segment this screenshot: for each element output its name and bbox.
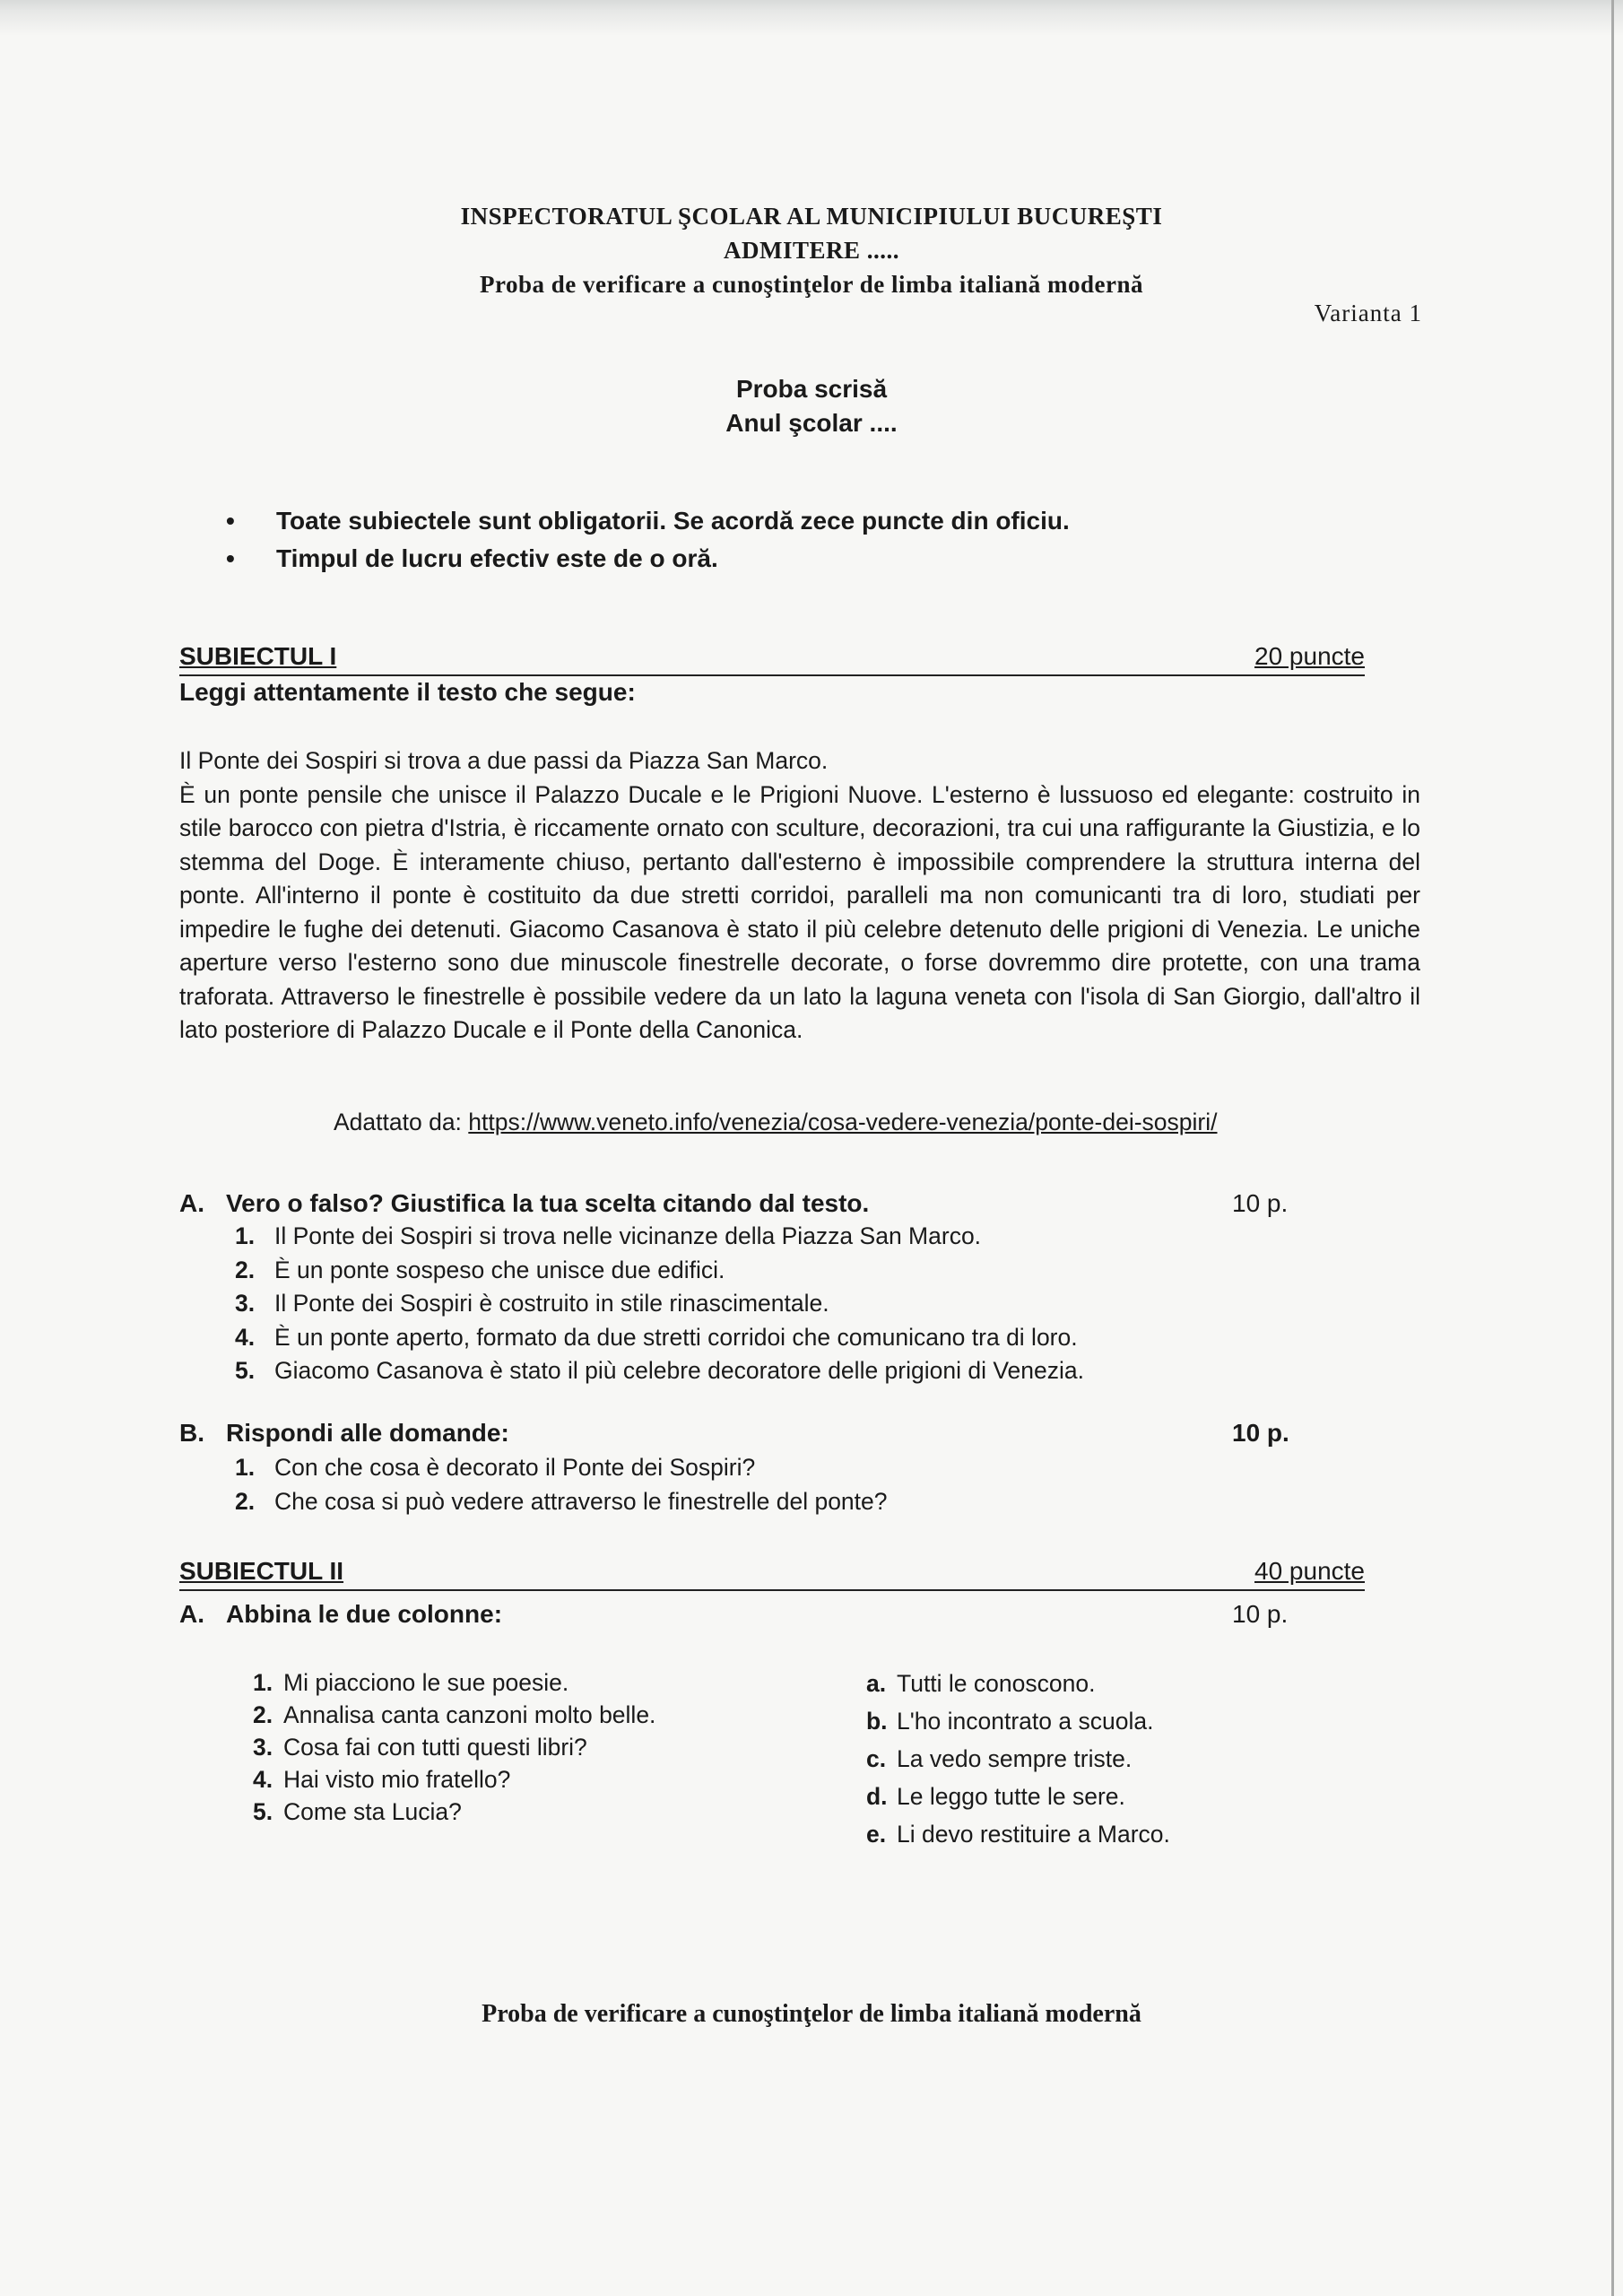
- rule-item: • Toate subiectele sunt obligatorii. Se acordă zece puncte din oficiu.: [226, 502, 1070, 540]
- list-item: 3. Il Ponte dei Sospiri è costruito in stile rinascimentale.: [235, 1290, 829, 1317]
- list-item: d. Le leggo tutte le sere.: [866, 1783, 1125, 1810]
- scan-edge-right: [1611, 0, 1614, 2296]
- exam-type: Proba scrisă: [735, 375, 888, 403]
- exercise-2a-heading: A. Abbina le due colonne:: [179, 1600, 503, 1628]
- exercise-1b-heading: B. Rispondi alle domande:: [179, 1419, 509, 1447]
- exercise-1a-points: 10 p.: [1232, 1189, 1289, 1217]
- list-item: 3. Cosa fai con tutti questi libri?: [253, 1734, 587, 1761]
- passage-paragraph: È un ponte pensile che unisce il Palazzo Ducale e le Prigioni Nuove. L'esterno è lussuoso ed elegante: costruito in stile barocco con pietra d'Istria, è riccamente ornato con sculture, decorazioni, tra cui una raffigurante la Giustizia, e lo stemma del Doge. È interamente chiuso, pertanto dall'esterno è impossibile comprendere la struttura interna del ponte. All'interno il ponte è costituito da due stretti corridoi, paralleli ma non comunicanti tra di loro, studiati per impedire le fughe dei detenuti. Giacomo Casanova è stato il più celebre detenuto delle prigioni di Venezia. Le uniche aperture verso l'esterno sono due minuscole finestrelle decorate, o forse dovremmo dire protette, con una trama traforata. Attraverso le finestrelle è possibile vedere da un lato la laguna veneta con l'isola di San Giorgio, dall'altro il lato posteriore di Palazzo Ducale e il Ponte della Canonica.: [179, 780, 1420, 1043]
- passage-paragraph: Il Ponte dei Sospiri si trova a due passi da Piazza San Marco.: [179, 747, 829, 774]
- subject-2-points: 40 puncte: [1254, 1557, 1365, 1585]
- list-item: a. Tutti le conoscono.: [866, 1670, 1096, 1697]
- subject-2-header: [179, 1557, 1365, 1591]
- source-link[interactable]: https://www.veneto.info/venezia/cosa-vedere-venezia/ponte-dei-sospiri/: [468, 1109, 1218, 1135]
- rules-list: [226, 502, 1070, 578]
- list-item: c. La vedo sempre triste.: [866, 1745, 1133, 1772]
- exercise-1a-heading: A. Vero o falso? Giustifica la tua scelta citando dal testo.: [179, 1189, 870, 1217]
- admission-title: ADMITERE .....: [723, 237, 899, 264]
- source-label: Adattato da:: [334, 1109, 462, 1135]
- bullet-icon: •: [226, 507, 235, 535]
- subject-1-title: SUBIECTUL I: [179, 642, 337, 670]
- subject-2-title: SUBIECTUL II: [179, 1557, 344, 1585]
- reading-passage: [179, 744, 1420, 1048]
- list-item: 4. È un ponte aperto, formato da due stretti corridoi che comunicano tra di loro.: [235, 1323, 1078, 1351]
- exercise-1b-points: 10 p.: [1232, 1419, 1289, 1447]
- list-item: 1. Il Ponte dei Sospiri si trova nelle vicinanze della Piazza San Marco.: [235, 1222, 982, 1249]
- list-item: 4. Hai visto mio fratello?: [253, 1766, 511, 1793]
- institution-title: INSPECTORATUL ŞCOLAR AL MUNICIPIULUI BUCUREŞTI: [460, 203, 1163, 230]
- match-column-left: [253, 1666, 655, 1828]
- list-item: 5. Giacomo Casanova è stato il più celebre decoratore delle prigioni di Venezia.: [235, 1357, 1085, 1384]
- subject-1-points: 20 puncte: [1254, 642, 1365, 670]
- list-item: 1. Con che cosa è decorato il Ponte dei Sospiri?: [235, 1454, 756, 1481]
- list-item: 2. Che cosa si può vedere attraverso le finestrelle del ponte?: [235, 1487, 888, 1515]
- exercise-2a-points: 10 p.: [1232, 1600, 1289, 1628]
- exam-title: Proba de verificare a cunoştinţelor de limba italiană modernă: [480, 271, 1143, 298]
- variant-label: Varianta 1: [1314, 300, 1422, 326]
- exercise-1a-list: [235, 1220, 1084, 1388]
- exercise-1b-list: [235, 1451, 888, 1518]
- subject-1-header: [179, 642, 1365, 676]
- list-item: 2. È un ponte sospeso che unisce due edifici.: [235, 1256, 725, 1283]
- rule-item: • Timpul de lucru efectiv este de o oră.: [226, 540, 1070, 578]
- scan-shadow-top: [0, 0, 1623, 36]
- match-column-right: [866, 1665, 1170, 1853]
- list-item: b. L'ho incontrato a scuola.: [866, 1708, 1154, 1735]
- school-year: Anul şcolar ....: [725, 409, 898, 437]
- passage-source: [334, 1109, 1218, 1136]
- page-footer: Proba de verificare a cunoştinţelor de limba italiană modernă: [482, 2000, 1141, 2028]
- subject-1-instruction: Leggi attentamente il testo che segue:: [179, 678, 636, 706]
- list-item: 2. Annalisa canta canzoni molto belle.: [253, 1701, 656, 1728]
- bullet-icon: •: [226, 544, 235, 572]
- list-item: 5. Come sta Lucia?: [253, 1798, 462, 1825]
- list-item: e. Li devo restituire a Marco.: [866, 1821, 1170, 1848]
- list-item: 1. Mi piacciono le sue poesie.: [253, 1669, 569, 1696]
